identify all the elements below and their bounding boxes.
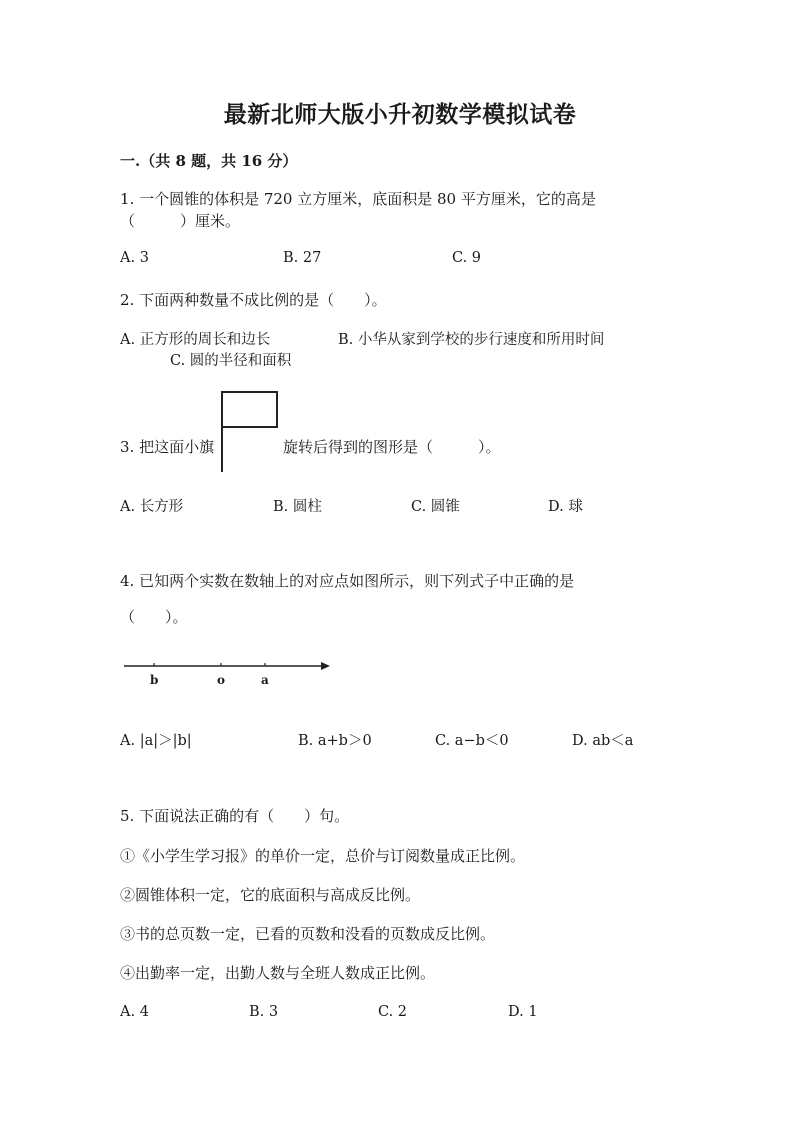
- section-heading: 一.（共 8 题，共 16 分）: [120, 152, 298, 170]
- question-5-statement-4: ④出勤率一定，出勤人数与全班人数成正比例。: [120, 964, 436, 982]
- question-2-option-c: C. 圆的半径和面积: [170, 353, 292, 369]
- question-5-option-a: A. 4: [120, 1004, 149, 1020]
- number-line-label-b: b: [150, 673, 159, 687]
- question-5-statement-3: ③书的总页数一定，已看的页数和没看的页数成反比例。: [120, 925, 496, 943]
- number-line: [124, 659, 334, 673]
- question-1-text-line-1: 1. 一个圆锥的体积是 720 立方厘米，底面积是 80 平方厘米，它的高是: [120, 190, 596, 208]
- number-line-label-o: o: [217, 673, 226, 687]
- question-3-option-a: A. 长方形: [120, 499, 184, 515]
- question-4-text-line-2: （ ）。: [120, 608, 188, 626]
- question-2-text: 2. 下面两种数量不成比例的是（ ）。: [120, 291, 387, 309]
- question-4-option-c: C. a−b＜0: [435, 733, 509, 749]
- question-3-text-part-1: 3. 把这面小旗: [120, 438, 215, 456]
- question-5-option-c: C. 2: [378, 1004, 408, 1020]
- question-1-option-c: C. 9: [452, 250, 482, 266]
- question-1-text-line-2: （ ）厘米。: [120, 212, 241, 230]
- question-4-option-a: A. |a|＞|b|: [120, 733, 192, 749]
- question-3-text-part-2: 旋转后得到的图形是（ ）。: [283, 438, 501, 456]
- question-1-option-a: A. 3: [120, 250, 149, 266]
- question-4-option-b: B. a+b＞0: [298, 733, 372, 749]
- question-3-option-d: D. 球: [548, 499, 583, 515]
- question-3-option-b: B. 圆柱: [273, 499, 322, 515]
- question-5-option-b: B. 3: [249, 1004, 279, 1020]
- flag-figure: [219, 390, 281, 474]
- question-5-statement-2: ②圆锥体积一定，它的底面积与高成反比例。: [120, 886, 421, 904]
- number-line-label-a: a: [261, 673, 269, 687]
- question-2-option-a: A. 正方形的周长和边长: [120, 332, 271, 348]
- page-title: 最新北师大版小升初数学模拟试卷: [223, 102, 577, 128]
- question-3-option-c: C. 圆锥: [411, 499, 460, 515]
- question-2-option-b: B. 小华从家到学校的步行速度和所用时间: [338, 332, 605, 348]
- question-5-option-d: D. 1: [508, 1004, 538, 1020]
- question-5-statement-1: ①《小学生学习报》的单价一定，总价与订阅数量成正比例。: [120, 847, 526, 865]
- question-1-option-b: B. 27: [283, 250, 322, 266]
- question-4-option-d: D. ab＜a: [572, 733, 634, 749]
- question-4-text-line-1: 4. 已知两个实数在数轴上的对应点如图所示，则下列式子中正确的是: [120, 572, 575, 590]
- question-5-text: 5. 下面说法正确的有（ ）句。: [120, 807, 350, 825]
